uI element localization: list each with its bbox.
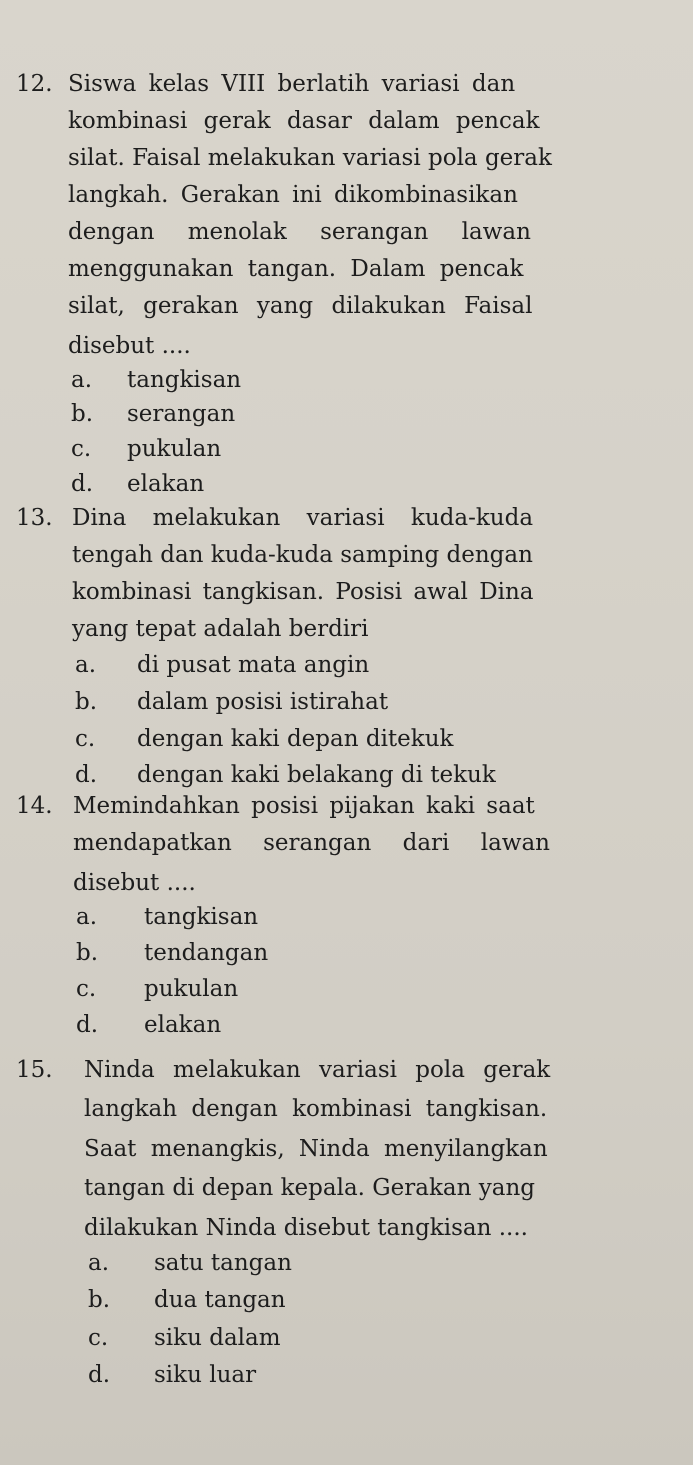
question-line: disebut .... <box>73 870 196 896</box>
option-text: tendangan <box>144 940 269 966</box>
option-text: di pusat mata angin <box>137 652 370 678</box>
option-letter: c. <box>88 1325 109 1351</box>
question-line: mendapatkan serangan dari lawan <box>73 830 550 856</box>
option-text: tangkisan <box>127 367 242 393</box>
question-line: dengan menolak serangan lawan <box>68 219 531 245</box>
option-letter: c. <box>71 436 92 462</box>
question-line: silat, gerakan yang dilakukan Faisal <box>68 293 533 319</box>
option-text: dalam posisi istirahat <box>137 689 389 715</box>
question-line: tangan di depan kepala. Gerakan yang <box>84 1175 535 1201</box>
option-letter: a. <box>71 367 93 393</box>
faint-header-text <box>15 14 675 72</box>
question-number: 13. <box>16 505 53 531</box>
option-text: satu tangan <box>154 1250 292 1276</box>
option-text: dengan kaki belakang di tekuk <box>137 762 496 788</box>
question-line: menggunakan tangan. Dalam pencak <box>68 256 524 282</box>
option-letter: d. <box>76 1012 99 1038</box>
option-letter: a. <box>76 904 98 930</box>
option-text: pukulan <box>127 436 222 462</box>
option-text: siku luar <box>154 1362 257 1388</box>
question-line: Dina melakukan variasi kuda-kuda <box>72 505 534 531</box>
question-number: 14. <box>16 793 53 819</box>
option-text: tangkisan <box>144 904 259 930</box>
question-line: disebut .... <box>68 333 191 359</box>
question-line: langkah. Gerakan ini dikombinasikan <box>68 182 518 208</box>
option-text: pukulan <box>144 976 239 1002</box>
option-letter: b. <box>71 401 94 427</box>
option-text: serangan <box>127 401 236 427</box>
question-line: langkah dengan kombinasi tangkisan. <box>84 1096 548 1122</box>
question-line: kombinasi gerak dasar dalam pencak <box>68 108 540 134</box>
option-letter: b. <box>75 689 98 715</box>
option-letter: a. <box>75 652 97 678</box>
option-letter: d. <box>75 762 98 788</box>
question-line: Saat menangkis, Ninda menyilangkan <box>84 1136 548 1162</box>
option-text: elakan <box>144 1012 222 1038</box>
question-line: tengah dan kuda-kuda samping dengan <box>72 542 533 568</box>
question-line: dilakukan Ninda disebut tangkisan .... <box>84 1215 528 1241</box>
question-line: silat. Faisal melakukan variasi pola gerak <box>68 145 552 171</box>
question-line: kombinasi tangkisan. Posisi awal Dina <box>72 579 534 605</box>
option-letter: c. <box>75 726 96 752</box>
question-number: 12. <box>16 71 53 97</box>
question-line: Siswa kelas VIII berlatih variasi dan <box>68 71 516 97</box>
option-text: dua tangan <box>154 1287 286 1313</box>
option-text: siku dalam <box>154 1325 281 1351</box>
option-letter: d. <box>88 1362 111 1388</box>
option-letter: b. <box>88 1287 111 1313</box>
question-line: Ninda melakukan variasi pola gerak <box>84 1057 551 1083</box>
option-letter: b. <box>76 940 99 966</box>
option-letter: a. <box>88 1250 110 1276</box>
question-line: yang tepat adalah berdiri <box>72 616 369 642</box>
option-letter: c. <box>76 976 97 1002</box>
question-line: Memindahkan posisi pijakan kaki saat <box>73 793 535 819</box>
option-text: dengan kaki depan ditekuk <box>137 726 454 752</box>
question-number: 15. <box>16 1057 53 1083</box>
option-letter: d. <box>71 471 94 497</box>
option-text: elakan <box>127 471 205 497</box>
